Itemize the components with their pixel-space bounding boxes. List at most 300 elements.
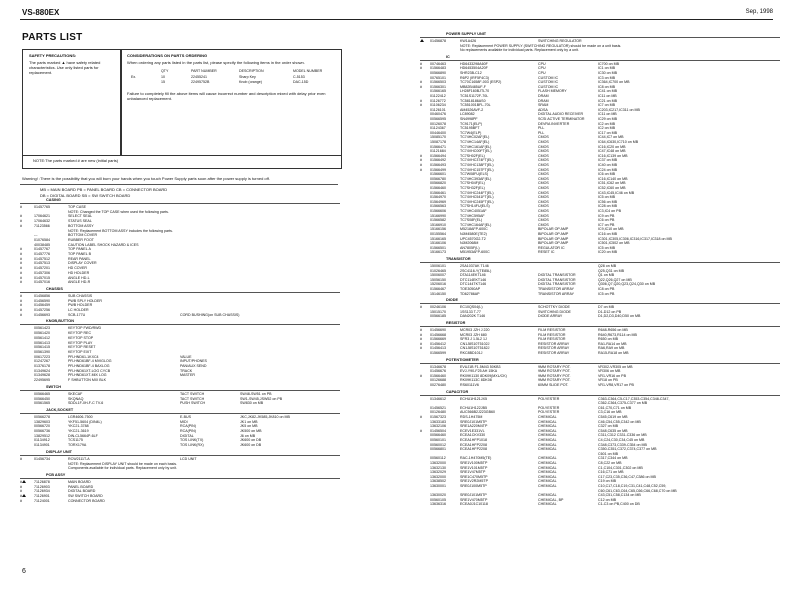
description: CPU (538, 66, 546, 71)
part-name: DISPLAY COVER (68, 261, 97, 266)
part-name: SRE0J101M5TP (460, 493, 487, 498)
safety-title: SAFETY PRECAUTIONS: (29, 53, 77, 58)
part-number: 00560112 (430, 456, 446, 461)
part-number: 13630001 (430, 484, 446, 488)
part-number: 01247267 (34, 359, 50, 364)
section-title: DIODE (446, 298, 459, 303)
parts-row (420, 241, 780, 245)
part-number: 01456690 (430, 328, 446, 332)
location: C8,C22 on MB (598, 461, 622, 465)
parts-row (20, 350, 340, 354)
parts-row (20, 341, 340, 345)
part-name: SRE1V47M5TP (460, 470, 486, 475)
part-name: TC551001BFL-70L (460, 103, 491, 108)
part-name: SRE1V470M5TP (460, 497, 488, 502)
part-name: PR-HND61XT-LOG CYCB (68, 368, 111, 373)
parts-row (420, 204, 780, 208)
mark: # (20, 456, 22, 461)
description: MIDI (180, 419, 188, 424)
part-name: SFR3 J 1.5L2 1J (460, 337, 487, 342)
parts-row (420, 369, 780, 373)
description: CHEMICAL (538, 484, 557, 488)
description: PLL (538, 130, 545, 135)
location: IC29 on MB (598, 117, 617, 121)
description: DIGITAL TRANSISTOR (538, 282, 576, 287)
description: CMOS (538, 195, 549, 200)
parts-row (420, 39, 780, 43)
location: Q28 on MB (598, 264, 617, 268)
part-number: 00746463 (430, 61, 446, 66)
parts-row (20, 303, 340, 307)
part-name: TC74HC4051AF (460, 209, 487, 213)
description: REGULATOR IC (538, 245, 565, 250)
part-name: CN1J8S10T5182J (460, 346, 490, 351)
location: IC203,IC217,IC311 on MB (598, 107, 640, 112)
part-number: 00126078 (430, 121, 446, 126)
part-number: 15085170 (430, 135, 446, 140)
description: E-BUS (180, 414, 191, 419)
part-number: 13829512 (34, 433, 50, 438)
mark: # (420, 328, 422, 332)
part-number: 00126688 (430, 378, 446, 383)
part-number: 00561412 (34, 335, 50, 340)
description: CMOS (538, 135, 549, 140)
part-number: 15006101 (430, 264, 446, 268)
parts-row (20, 326, 340, 330)
part-number: 00566460 (430, 433, 446, 438)
location: SW48-SW51 on PB (240, 391, 272, 396)
part-number: 00446400 (430, 130, 446, 135)
parts-row (20, 214, 340, 218)
part-number: 01456504 (430, 428, 446, 433)
part-number: 00246106 (430, 305, 446, 310)
part-number: 01126772 (430, 98, 446, 103)
part-name: BOTTOM COVER (68, 233, 98, 238)
part-name: STATUS SEAL (68, 219, 92, 224)
parts-row (20, 355, 340, 359)
part-name: SHR23B-C12 (460, 71, 482, 75)
part-number: 00566185 (430, 314, 446, 319)
part-number: 01346612 (430, 396, 446, 401)
location: C548,C635 on MB (598, 428, 628, 433)
mark: # (420, 167, 422, 172)
location: C4,C24,C30,C34,C45 on MB (598, 438, 645, 442)
part-number: 13632000 (430, 461, 446, 465)
section-rule (420, 363, 780, 364)
description: LCD UNIT (180, 456, 197, 461)
part-name: KW1A426 (460, 39, 477, 43)
part-name: ECEA1HFP2208 (460, 442, 487, 447)
part-number: 01026465 (430, 268, 446, 273)
new-parts-note: NOTE:The parts marked # are new (initial parts) (33, 158, 119, 163)
description: FILM RESISTOR (538, 337, 566, 342)
ordering-col-header: PART NUMBER (191, 69, 217, 73)
part-name: MB82B485UF-F (460, 84, 486, 89)
location: IC28 on MB (598, 204, 617, 209)
location: IC2 on MB (598, 121, 615, 126)
description: CORD BUSHING(on SUB CHASSIS) (180, 312, 240, 317)
parts-row (420, 80, 780, 84)
parts-row (20, 229, 340, 233)
part-number: 01106234 (430, 103, 446, 108)
location: Q25,Q31 on MB (598, 268, 624, 273)
parts-row (20, 489, 340, 493)
parts-row (420, 62, 780, 66)
parts-row (420, 237, 780, 241)
mark: # (420, 163, 422, 167)
section-title: PCB ASSY (46, 472, 66, 477)
part-number: 01566471 (430, 144, 446, 149)
location: IC7 on MB (598, 103, 615, 108)
location: IC24 on MB (598, 167, 617, 172)
section-title: POTENTIOMETER (446, 357, 479, 362)
part-number: 01566494 (430, 153, 446, 158)
section-title: CHASSIS (46, 286, 63, 291)
description: TACT SWITCH (180, 391, 205, 396)
part-number: 01566601 (430, 172, 446, 177)
description: TRACK (180, 368, 193, 373)
part-name: 2SC4116-Y(TE85L) (460, 268, 492, 273)
parts-row (420, 310, 780, 314)
parts-row (20, 420, 340, 424)
part-name: TC74VHC374FT(EL) (460, 158, 494, 163)
description: CHEMICAL (538, 479, 557, 484)
section-rule (20, 390, 340, 391)
ordering-example (121, 75, 341, 89)
description: 60MM SLIDE POT. (538, 383, 569, 387)
parts-row (420, 154, 780, 158)
section-title: POWER SUPPLY UNIT (446, 32, 487, 36)
ordering-example-cell: 22495752B (191, 80, 210, 84)
part-number: 00561420 (34, 331, 50, 336)
part-name: MAIN BOARD (68, 479, 91, 484)
section-rule (20, 413, 340, 414)
description: RCA(PIN) (180, 424, 196, 429)
section-rule (20, 478, 340, 479)
mark: # (420, 341, 422, 346)
part-name: KEYTOP STOP (68, 335, 94, 340)
part-number: 01566669 (430, 337, 446, 342)
parts-row (420, 475, 780, 479)
parts-row (20, 276, 340, 280)
part-number: 01457767 (34, 247, 50, 252)
part-number: 71126934 (34, 489, 50, 494)
part-number: 01457776 (34, 252, 50, 256)
parts-row (20, 271, 340, 275)
parts-row (420, 484, 780, 488)
parts-row (20, 462, 340, 466)
part-number: 01134912 (34, 438, 50, 443)
part-number: 01566301 (430, 84, 446, 89)
parts-row (420, 117, 780, 121)
part-name: TC74HC02AF(EL) (460, 135, 490, 140)
parts-row (420, 383, 780, 387)
parts-row (420, 346, 780, 350)
parts-row (20, 392, 340, 396)
parts-row (420, 145, 780, 149)
mark (420, 39, 424, 43)
location: C3,C16 on MB (598, 410, 622, 415)
part-name: RK09K1130 8DK09(MXL/CK) (460, 373, 507, 378)
description: CMOS (538, 213, 549, 218)
location: C12 on MB (598, 497, 616, 502)
part-name: SDDL1F-0H-F-C TV-6 (68, 401, 104, 406)
description: DIGITAL TRANSISTOR (538, 273, 576, 278)
location: C46,C54,C55,C342 on MB (598, 419, 641, 424)
location: IC41 on MB (598, 89, 617, 94)
parts-row (420, 168, 780, 172)
location: IC6 on MB (598, 172, 615, 177)
part-number: 13632000 (430, 474, 446, 479)
part-number: 15166173 (430, 250, 446, 255)
section-rule (420, 262, 780, 263)
mark: # (20, 489, 22, 494)
part-number: 01456856 (34, 293, 50, 298)
description: BIPOLAR OP AMP (538, 236, 569, 241)
section-title: SWITCH (46, 384, 61, 389)
location: D7 on MB (598, 305, 614, 310)
description: INPUT/PHONES (180, 359, 207, 364)
parts-row (420, 470, 780, 474)
part-name: TC7SH14FU(ELS) (460, 204, 490, 209)
section-rule (420, 60, 780, 61)
description: MASTER (180, 373, 195, 378)
parts-row (420, 223, 780, 227)
parts-row (20, 247, 340, 251)
part-name: TC51S1172F-70L (460, 94, 489, 98)
description: PLL (538, 126, 545, 131)
part-number: 01566492 (430, 158, 446, 163)
part-name: HD COVER (68, 266, 87, 271)
ordering-example-cell: Ex. (131, 75, 137, 79)
parts-row (20, 299, 340, 303)
location: IC52,IC60 on MB (598, 186, 626, 190)
part-name: TC74HC161AF(EL) (460, 144, 492, 149)
description: CMOS (538, 172, 549, 177)
parts-row (420, 282, 780, 286)
parts-row (420, 227, 780, 231)
part-number: 13633183 (430, 419, 446, 424)
ordering-example-cell: 22455241 (191, 75, 207, 79)
parts-row (20, 434, 340, 438)
mark: # (20, 312, 22, 317)
location: C16,C71 on MB (598, 470, 624, 475)
description: DIGITAL TRANSISTOR (538, 277, 576, 282)
location: SW830 on MB (240, 401, 264, 406)
mark: # (20, 256, 22, 261)
location: IC6 on PB (598, 218, 615, 223)
parts-row (420, 466, 780, 470)
part-name: 2SA1037AK T146 (460, 264, 489, 268)
part-name: PWB HOLDER (68, 303, 93, 308)
part-number: 00560101 (430, 438, 446, 442)
description: TACT SWITCH (180, 396, 205, 401)
mark: # (420, 428, 422, 433)
part-name: HD6433298A60F (460, 61, 488, 66)
description: CHEMICAL (538, 474, 557, 479)
part-name: TC74HC164AF(EL) (460, 222, 492, 227)
description: CMOS (538, 222, 549, 227)
part-name: TC5195BFT (460, 126, 480, 131)
part-name: RAC-1H470M5(TE) (460, 456, 492, 461)
location: IC51,IC62 on MB (598, 181, 626, 186)
part-number: 00566736 (34, 429, 50, 433)
part-name: PR-HND61-1KXC4 (68, 354, 99, 359)
location: IC3 on MB (598, 75, 615, 80)
part-number: 01566599 (430, 351, 446, 355)
parts-row (420, 410, 780, 414)
parts-row (420, 85, 780, 89)
parts-row (420, 158, 780, 162)
mark: # (420, 98, 422, 103)
section-title: TRANSISTOR (446, 257, 471, 261)
part-number: 71123566 (34, 223, 50, 228)
part-name: TD62786AP (460, 291, 480, 296)
location: IC3,IC4 on PB (598, 209, 621, 213)
part-name: TC74HC595AF (460, 213, 485, 218)
part-name: SRE1V2R2M5TP (460, 479, 488, 484)
part-name: YKC21-3619 (68, 429, 89, 433)
part-number: 01349624 (34, 368, 50, 373)
parts-row (420, 48, 780, 52)
description: CHEMICAL (538, 461, 557, 465)
part-name: SRE1A220M4TP (460, 424, 488, 429)
description: TRANSISTOR ARRAY (538, 287, 575, 291)
mark: # (420, 103, 422, 108)
part-number: 00561415 (34, 345, 50, 350)
parts-row (20, 219, 340, 223)
part-name: TC7SH32F(EL) (460, 186, 485, 190)
parts-row (420, 502, 780, 506)
parts-row (420, 264, 780, 268)
warning-text: Warning! :There is the possibility that you will burn your hands when you touch Power Supply parts soon after the power supply is turned off. (22, 176, 270, 181)
part-name: ECEA1HFP2208 (460, 447, 487, 452)
part-number: 13632029 (430, 470, 446, 475)
part-number: 01456676 (430, 369, 446, 374)
description: VALUE (180, 354, 192, 359)
parts-row (420, 131, 780, 135)
parts-row (420, 108, 780, 112)
part-name: TC74HC14AF(EL) (460, 140, 490, 144)
part-name: AN7805F(L) (460, 245, 480, 250)
description: BIPOLAR OP AMP (538, 241, 569, 246)
description: PUSH SWITCH (180, 401, 206, 406)
description: 9MM ROTARY POT. (538, 369, 571, 374)
parts-row (20, 364, 340, 368)
part-name: PR-HND61XT-MIX LOG (68, 373, 107, 378)
description: CMOS (538, 186, 549, 190)
mark: # (420, 337, 422, 342)
part-number: 01566165 (430, 89, 446, 94)
part-name: TC74VHC541FT(EL) (460, 195, 494, 200)
location: IC1 on MB (598, 66, 615, 71)
part-number: 17064621 (34, 214, 50, 219)
description: TRANSISTOR ARRAY (538, 291, 575, 296)
description: CHEMICAL (538, 424, 557, 429)
location: JKC,JK82-JK585,JK810 on MB (240, 414, 290, 419)
ordering-intro: When ordering any parts listed in the parts list, please specify the following items in the order shown. (127, 60, 305, 65)
part-name: NOTE: Replacement BOTTOM ASSY includes the following parts. (68, 228, 173, 233)
parts-row (420, 89, 780, 93)
part-name: SW SWITCH BOARD (68, 494, 103, 498)
description: FILM RESISTOR (538, 332, 566, 337)
part-name: AUC566B2J223GB60 (460, 410, 495, 415)
part-number: --- (34, 233, 38, 238)
parts-row (420, 397, 780, 401)
location: IC44,IC7 on MB (598, 135, 624, 140)
parts-row (20, 485, 340, 489)
part-number: 13638502 (430, 479, 446, 484)
parts-row (20, 480, 340, 484)
location: JK5 on MB (240, 424, 258, 429)
mark: # (420, 61, 422, 66)
description: POLYESTER (538, 405, 560, 410)
part-name: TC74HC393AF(EL) (460, 176, 492, 181)
part-number: 71126901 (34, 494, 50, 498)
location: C311,C312 C331-C336 on MB (598, 433, 647, 438)
location: IC8 on PB (598, 287, 615, 291)
description: CHEMICAL, BP (538, 497, 564, 502)
description: POLYESTER (538, 410, 560, 415)
parts-row (420, 273, 780, 277)
part-number: 01457306 (34, 270, 50, 275)
location: VR302-VR305 on MB (598, 364, 633, 369)
part-name: SUB CHASSIS (68, 293, 93, 298)
part-name: TC7SH02F(EL) (460, 153, 485, 158)
section-rule (20, 203, 340, 204)
ordering-box (120, 49, 342, 156)
description: DIGITAL (180, 433, 194, 438)
description: CMOS (538, 218, 549, 223)
board-note-2: DB = DIGITAL BOARD SB = SW SWITCH BOARD (40, 193, 131, 198)
part-number: 15166910 (430, 222, 446, 227)
part-name: Components available for individual parts. Replacement only by unit. (68, 466, 178, 471)
parts-row (420, 328, 780, 332)
description: 9MM ROTARY POT. (538, 364, 571, 369)
description: ADSA (538, 107, 548, 112)
mark: # (420, 66, 422, 71)
parts-row (420, 99, 780, 103)
parts-row (420, 191, 780, 195)
parts-row (20, 415, 340, 419)
part-number: 00460476 (430, 112, 446, 117)
part-name: DTC114EKT146 (460, 277, 487, 282)
parts-row (420, 314, 780, 318)
description: CMOS (538, 144, 549, 149)
mark: # (20, 266, 22, 271)
description: PAN/AUX SEND (180, 364, 207, 368)
part-name: LH28F160BJTL70 (460, 89, 490, 94)
parts-row (20, 499, 340, 503)
parts-row (420, 433, 780, 437)
page-title: PARTS LIST (22, 32, 83, 43)
parts-row (420, 112, 780, 116)
parts-row (420, 140, 780, 144)
location: IC5 on MB (598, 245, 615, 250)
parts-row (20, 401, 340, 405)
part-number: 71124001 (34, 498, 50, 503)
part-name: NOTE: Changed the TOP CASE when used the following parts. (68, 209, 169, 214)
part-name: TORX179A (68, 443, 87, 448)
part-number: 00276480 (430, 383, 446, 387)
location: IC364,IC700 on MB (598, 80, 630, 85)
ordering-title: CONSIDERATIONS ON PARTS ORDERING (127, 53, 208, 58)
mark: # (20, 498, 22, 503)
parts-row (420, 424, 780, 428)
warning-rule (20, 184, 338, 185)
part-number: 01376178 (34, 364, 50, 368)
location: IC16,IC139 on MB (598, 153, 628, 158)
